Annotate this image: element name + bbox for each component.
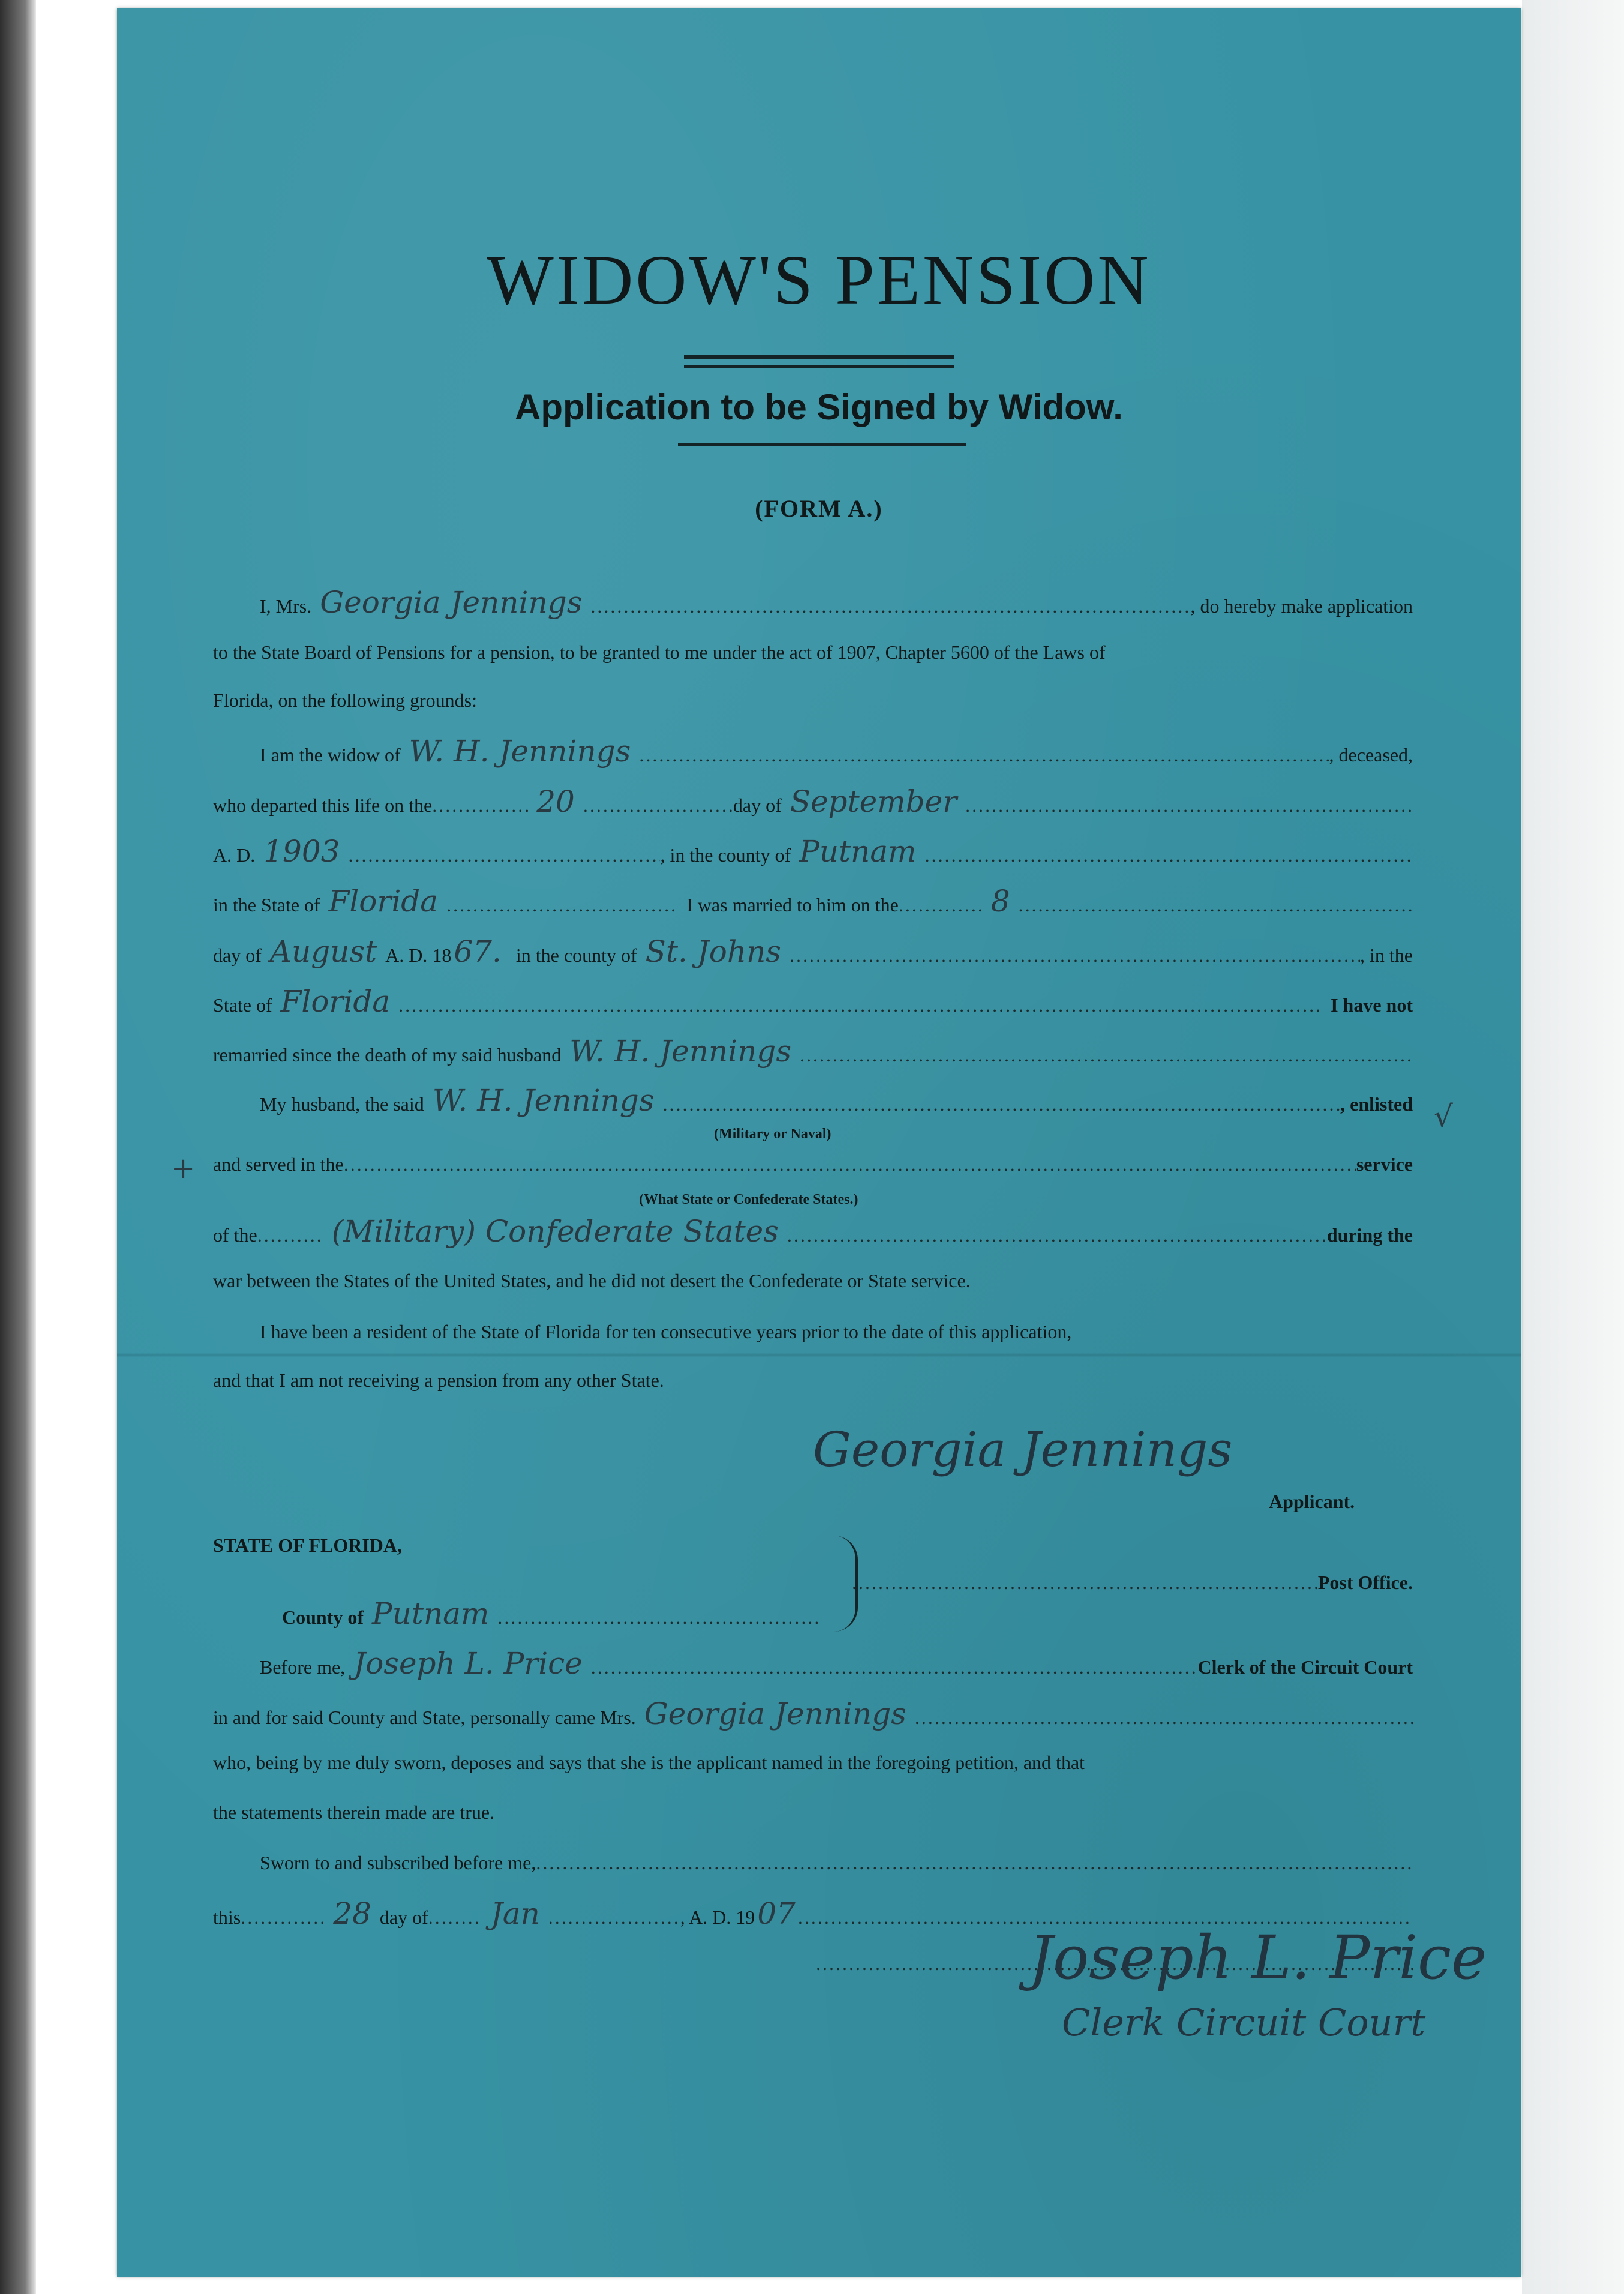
- service-branch-line: [213, 1214, 1413, 1253]
- statements-true-text: the statements therein made are true.: [213, 1801, 495, 1823]
- form-label: (FORM A.): [755, 495, 883, 522]
- clerk-signature-title: Clerk Circuit Court: [1062, 2001, 1426, 2044]
- war-line: [213, 1270, 1413, 1303]
- in-county-label: , in the county of: [660, 844, 791, 866]
- dotted-leader: [398, 994, 1322, 1016]
- dotted-leader: [800, 1044, 1413, 1066]
- dotted-leader: [1019, 894, 1413, 916]
- what-state-caption: (What State or Confederate States.): [639, 1192, 858, 1207]
- death-state-line: [213, 884, 1413, 923]
- board-text: to the State Board of Pensions for a pension, to be granted to me under the act of 1907, Chapter 5600 of the Laws of: [213, 641, 1106, 663]
- have-not-label: I have not: [1331, 994, 1413, 1016]
- in-the-label: , in the: [1360, 944, 1413, 966]
- day-of-label: day of: [379, 1906, 428, 1928]
- affidavit-county-line: [282, 1596, 822, 1635]
- marriage-day: 8: [990, 884, 1010, 919]
- affidavit-state-line: [213, 1534, 1413, 1568]
- scan-edge-left: [0, 0, 36, 2294]
- post-office-line: [852, 1572, 1413, 1605]
- military-or-naval-caption: (Military or Naval): [714, 1126, 831, 1142]
- grounds-text: Florida, on the following grounds:: [213, 689, 477, 711]
- dotted-leader: [790, 944, 1360, 967]
- husband-name-3: W. H. Jennings: [432, 1083, 655, 1118]
- marriage-state: Florida: [280, 984, 391, 1019]
- my-husband-label: My husband, the said: [260, 1093, 424, 1115]
- affidavit-state-label: STATE OF FLORIDA,: [213, 1534, 402, 1556]
- death-month: September: [790, 784, 957, 819]
- sworn-day: 28: [333, 1896, 371, 1931]
- enlisted-line: [213, 1083, 1413, 1122]
- death-year: 1903: [263, 834, 340, 869]
- board-line: [213, 641, 1413, 675]
- resident-line: [213, 1321, 1413, 1354]
- this-label: this: [213, 1906, 241, 1928]
- served-label: and served in the: [213, 1153, 344, 1175]
- dotted-leader: [787, 1224, 1327, 1246]
- marriage-state-line: [213, 984, 1413, 1023]
- remarried-label: remarried since the death of my said husband: [213, 1044, 562, 1066]
- remarried-line: [213, 1034, 1413, 1073]
- dotted-leader: [590, 595, 1190, 617]
- before-me-line: [213, 1646, 1413, 1685]
- marriage-month: August: [269, 934, 377, 969]
- widow-of-line: [213, 734, 1413, 773]
- dotted-leader: [446, 894, 674, 916]
- death-county: Putnam: [799, 834, 917, 869]
- of-the-label: of the: [213, 1224, 257, 1246]
- marriage-county: St. Johns: [645, 934, 781, 969]
- married-label: I was married to him on the: [686, 894, 899, 916]
- death-day: 20: [536, 784, 575, 819]
- departed-label: who departed this life on the: [213, 794, 433, 816]
- applicant-label-line: [1269, 1491, 1449, 1524]
- served-line: [213, 1153, 1413, 1187]
- dotted-leader: [899, 894, 983, 916]
- dotted-leader: [241, 1906, 325, 1929]
- clerk-name: Joseph L. Price: [353, 1646, 583, 1681]
- war-text: war between the States of the United States, and he did not desert the Confederate or State service.: [213, 1270, 971, 1291]
- day-of-label: day of: [733, 794, 782, 816]
- statements-true-line: [213, 1801, 1413, 1835]
- widow-of-label: I am the widow of: [260, 744, 401, 766]
- service-branch: (Military) Confederate States: [331, 1214, 779, 1249]
- personally-label: in and for said County and State, personally came Mrs.: [213, 1707, 636, 1728]
- title-rule-top: [684, 355, 954, 359]
- sworn-statement-text: who, being by me duly sworn, deposes and says that she is the applicant named in the foregoing petition, and that: [213, 1752, 1085, 1773]
- dotted-leader: [583, 794, 733, 817]
- grounds-line: [213, 689, 1413, 723]
- check-mark-right: √: [1434, 1099, 1453, 1134]
- during-label: during the: [1326, 1224, 1413, 1246]
- dotted-leader: [536, 1852, 1413, 1874]
- sworn-before-label: Sworn to and subscribed before me,: [260, 1852, 536, 1873]
- dotted-leader: [925, 844, 1413, 866]
- clerk-title: Clerk of the Circuit Court: [1197, 1656, 1413, 1678]
- deceased-label: , deceased,: [1329, 744, 1413, 766]
- dotted-leader: [591, 1656, 1198, 1678]
- pension-line: [213, 1369, 1413, 1403]
- day-of-label: day of: [213, 944, 262, 966]
- husband-name: W. H. Jennings: [409, 734, 631, 769]
- applicant-name-line: [213, 585, 1413, 624]
- form-title: WIDOW'S PENSION: [487, 241, 1151, 319]
- dotted-leader: [344, 1153, 1356, 1176]
- application-statement: , do hereby make application: [1190, 595, 1413, 617]
- state-label: in the State of: [213, 894, 320, 916]
- dotted-leader: [662, 1093, 1340, 1115]
- dotted-leader: [257, 1224, 323, 1246]
- dotted-leader: [432, 794, 528, 817]
- applicant-signature: Georgia Jennings: [813, 1422, 1233, 1477]
- ad-18-label: A. D. 18: [385, 944, 452, 966]
- state-of-label: State of: [213, 994, 272, 1016]
- personally-came-line: [213, 1696, 1413, 1735]
- ad-label: A. D.: [213, 844, 256, 866]
- clerk-signature: Joseph L. Price: [1029, 1923, 1487, 1993]
- applicant-label: Applicant.: [1269, 1491, 1355, 1512]
- mrs-label: I, Mrs.: [260, 595, 312, 617]
- pension-form-paper: [117, 8, 1521, 2277]
- personally-name: Georgia Jennings: [644, 1696, 906, 1731]
- ad-19-label: , A. D. 19: [680, 1906, 755, 1928]
- form-subtitle: Application to be Signed by Widow.: [515, 387, 1123, 427]
- departed-line: [213, 784, 1413, 823]
- dotted-leader: [965, 794, 1413, 817]
- service-label: service: [1356, 1153, 1413, 1175]
- death-year-line: [213, 834, 1413, 873]
- dotted-leader: [548, 1906, 680, 1929]
- county-of-label: County of: [282, 1606, 364, 1628]
- post-office-label: Post Office.: [1317, 1572, 1413, 1593]
- applicant-name: Georgia Jennings: [320, 585, 583, 620]
- dotted-leader: [497, 1606, 822, 1629]
- in-county-label: in the county of: [515, 944, 637, 966]
- before-me-label: Before me,: [260, 1656, 346, 1678]
- dotted-leader: [428, 1906, 482, 1929]
- sworn-before-line: [213, 1852, 1413, 1885]
- sworn-month: Jan: [490, 1896, 540, 1931]
- dotted-leader: [348, 844, 660, 866]
- marriage-date-line: [213, 934, 1413, 973]
- resident-text: I have been a resident of the State of Florida for ten consecutive years prior to the date of this application,: [260, 1321, 1072, 1342]
- pension-text: and that I am not receiving a pension from any other State.: [213, 1369, 664, 1391]
- scan-edge-right: [1522, 0, 1624, 2294]
- death-state: Florida: [328, 884, 439, 919]
- husband-name-2: W. H. Jennings: [569, 1034, 791, 1069]
- title-rule-bottom: [684, 365, 954, 368]
- dotted-leader: [639, 744, 1329, 766]
- dotted-leader: [915, 1707, 1413, 1729]
- check-mark-left: +: [171, 1152, 196, 1185]
- sworn-year: 07: [757, 1896, 796, 1931]
- sworn-statement-line: [213, 1752, 1413, 1785]
- subtitle-underline: [678, 443, 966, 446]
- affidavit-county: Putnam: [372, 1596, 490, 1631]
- dotted-leader: [852, 1572, 1318, 1594]
- marriage-year: 67.: [454, 934, 502, 969]
- enlisted-label: , enlisted: [1340, 1093, 1413, 1115]
